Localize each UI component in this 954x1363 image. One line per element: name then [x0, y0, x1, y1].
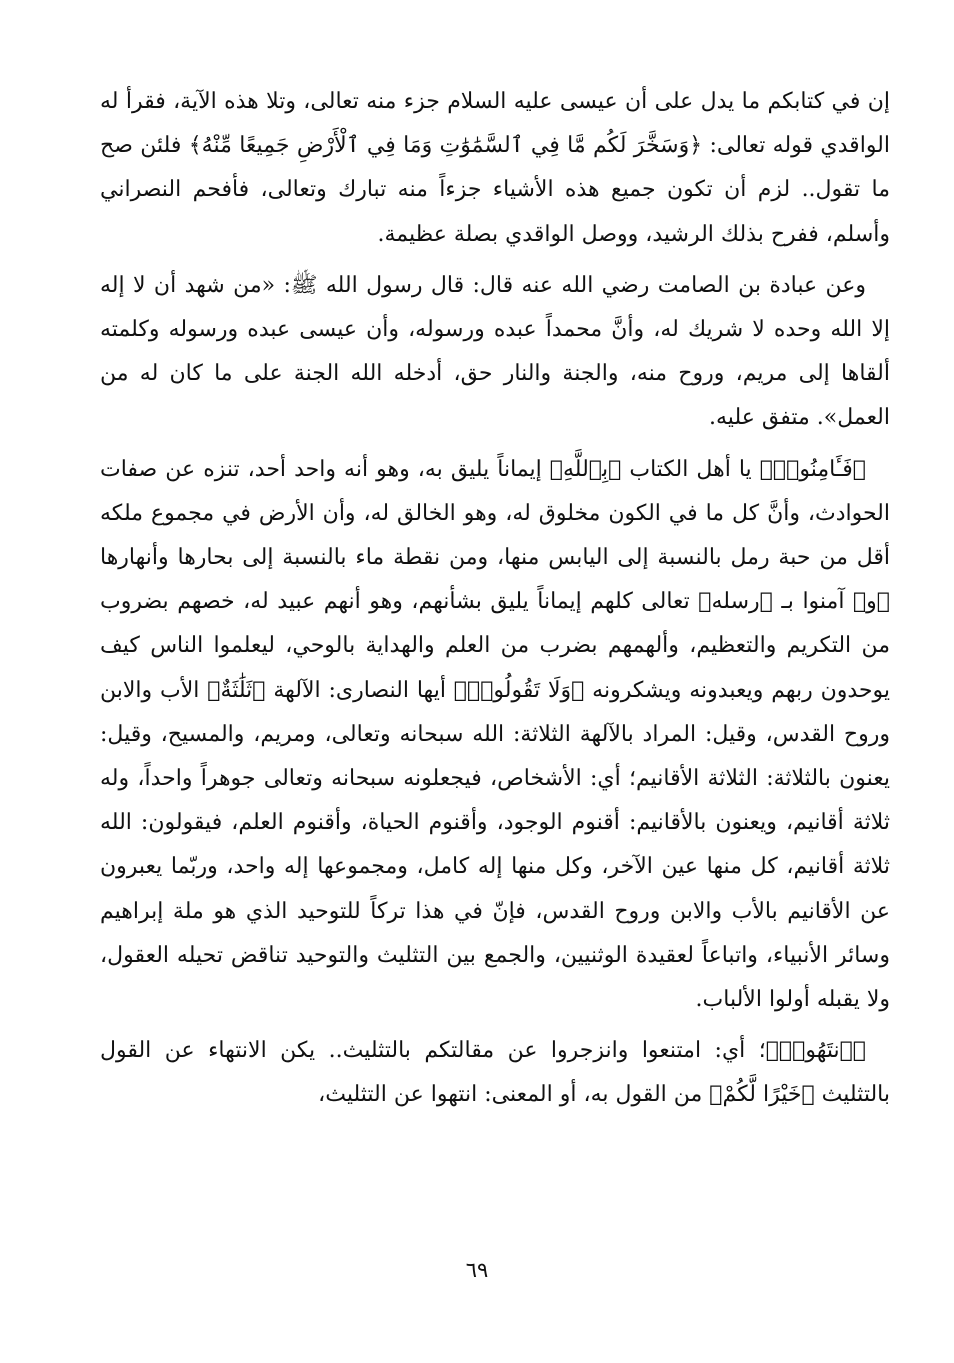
paragraph-3: ﴿فَـَٔامِنُوا۟﴾ يا أهل الكتاب ﴿بِٱللَّهِ﴾ إيماناً يليق به، وهو أنه واحد أحد، تنزه عن صفات الحوادث، وأنَّ كل ما في الكون مخلوق له، وهو الخالق له، وأن الأرض في مجموع ملكه أقل من حبة رمل بالنسبة إلى اليابس منها، ومن نقطة ماء بالنسبة إلى بحارها وأنهارها ﴿و﴾ آمنوا بـ ﴿رسله﴾ تعالى كلهم إيماناً يليق بشأنهم، وهو أنهم عبيد له، خصهم بضروب من التكريم والتعظيم، وألهمهم بضرب من العلم والهداية بالوحي، ليعلموا الناس كيف يوحدون ربهم ويعبدونه ويشكرونه ﴿وَلَا تَقُولُوا۟﴾ أيها النصارى: الآلهة ﴿ثَلَٰثَةٌ﴾ الأب والابن وروح القدس، وقيل: المراد بالآلهة الثلاثة: الله سبحانه وتعالى، ومريم، والمسيح، وقيل: يعنون بالثلاثة: الثلاثة الأقانيم؛ أي: الأشخاص، فيجعلونه سبحانه وتعالى جوهراً واحداً، وله ثلاثة أقانيم، ويعنون بالأقانيم: أقنوم الوجود، وأقنوم الحياة، وأقنوم العلم، فيقولون: الله ثلاثة أقانيم، كل منها عين الآخر، وكل منها إله كامل، ومجموعها إله واحد، وربّما يعبرون عن الأقانيم بالأب والابن وروح القدس، فإنّ في هذا تركاً للتوحيد الذي هو ملة إبراهيم وسائر الأنبياء، واتباعاً لعقيدة الوثنيين، والجمع بين التثليث والتوحيد تناقض تحيله العقول، ولا يقبله أولوا الألباب. — [100, 456, 890, 1013]
body-text — [100, 80, 890, 1118]
page-number: ٦٩ — [465, 1258, 489, 1282]
paragraph-2: وعن عبادة بن الصامت رضي الله عنه قال: قال رسول الله ﷺ: «من شهد أن لا إله إلا الله وحده لا شريك له، وأنَّ محمداً عبده ورسوله، وأن عيسى عبده ورسوله وكلمته ألقاها إلى مريم، وروح منه، والجنة والنار حق، أدخله الله الجنة على ما كان له من العمل». متفق عليه. — [100, 272, 890, 431]
paragraph-4: ﴿ٱنتَهُوا۟﴾؛ أي: امتنعوا وانزجروا عن مقالتكم بالتثليث.. يكن الانتهاء عن القول بالتثليث ﴿خَيْرًا لَّكُمْ﴾ من القول به، أو المعنى: انتهوا عن التثليث، — [100, 1038, 890, 1108]
paragraph-1: إن في كتابكم ما يدل على أن عيسى عليه السلام جزء منه تعالى، وتلا هذه الآية، فقرأ له الواقدي قوله تعالى: ﴿وَسَخَّرَ لَكُم مَّا فِي ٱلسَّمَٰوَٰتِ وَمَا فِي ٱلْأَرْضِ جَمِيعًا مِّنْهُ﴾ فلئن صح ما تقول.. لزم أن تكون جميع هذه الأشياء جزءاً منه تبارك وتعالى، فأفحم النصراني وأسلم، ففرح بذلك الرشيد، ووصل الواقدي بصلة عظيمة. — [100, 89, 890, 247]
